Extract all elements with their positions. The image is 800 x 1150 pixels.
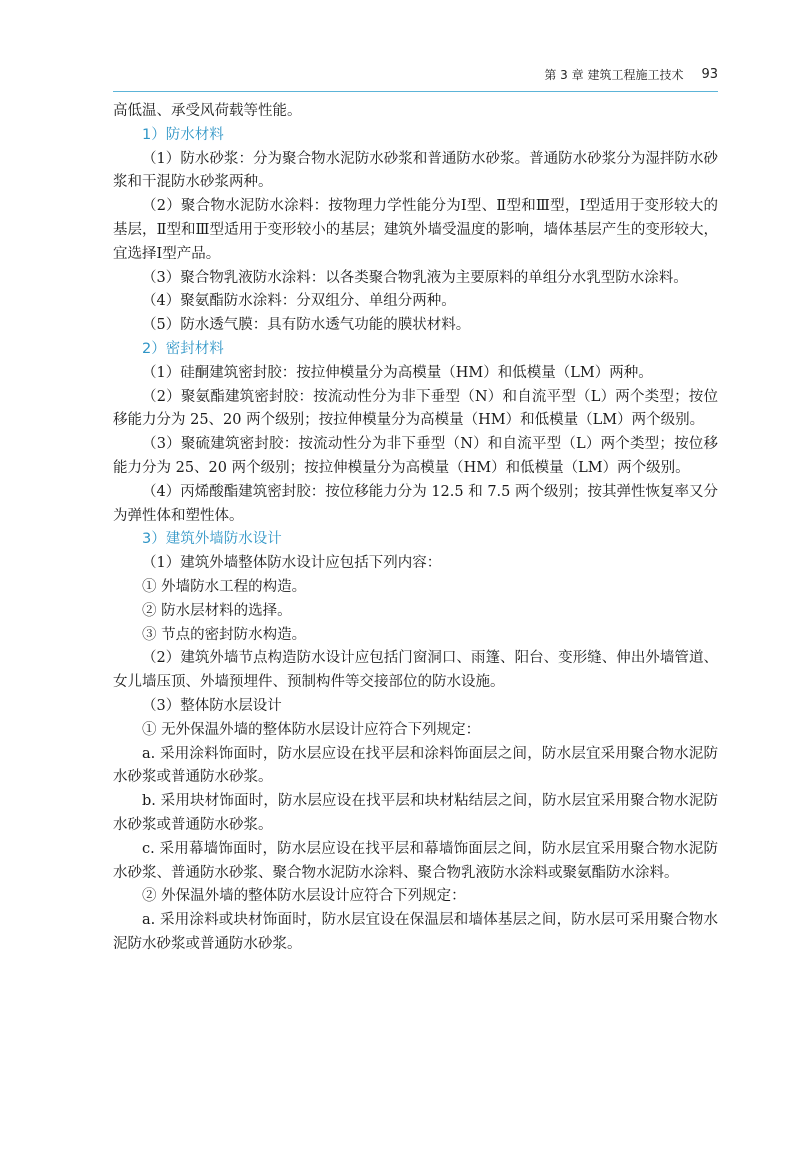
body-paragraph: ① 无外保温外墙的整体防水层设计应符合下列规定： bbox=[142, 721, 481, 738]
body-paragraph: c. 采用幕墙饰面时，防水层应设在找平层和幕墙饰面层之间，防水层宜采用聚合物水泥防水砂浆、普通防水砂浆、聚合物水泥防水涂料、聚合物乳液防水涂料或聚氨酯防水涂料。 bbox=[113, 840, 718, 881]
page-number: 93 bbox=[701, 66, 718, 82]
running-header bbox=[113, 60, 718, 88]
body-paragraph: （1）防水砂浆：分为聚合物水泥防水砂浆和普通防水砂浆。普通防水砂浆分为湿拌防水砂浆和干混防水砂浆两种。 bbox=[113, 150, 718, 191]
body-paragraph: ② 防水层材料的选择。 bbox=[142, 602, 292, 619]
body-paragraph: （3）整体防水层设计 bbox=[142, 697, 282, 714]
section-heading: 2）密封材料 bbox=[142, 340, 224, 357]
body-paragraph: b. 采用块材饰面时，防水层应设在找平层和块材粘结层之间，防水层宜采用聚合物水泥防水砂浆或普通防水砂浆。 bbox=[113, 793, 718, 833]
header-divider bbox=[113, 91, 718, 92]
body-paragraph: （2）聚合物水泥防水涂料：按物理力学性能分为Ⅰ型、Ⅱ型和Ⅲ型，Ⅰ型适用于变形较大的基层，Ⅱ型和Ⅲ型适用于变形较小的基层；建筑外墙受温度的影响，墙体基层产生的变形较大，宜选择Ⅰ型产品。 bbox=[113, 198, 718, 262]
body-paragraph: ③ 节点的密封防水构造。 bbox=[142, 626, 307, 643]
body-paragraph: （4）聚氨酯防水涂料：分双组分、单组分两种。 bbox=[142, 293, 456, 310]
body-paragraph: 高低温、承受风荷载等性能。 bbox=[113, 103, 302, 119]
body-paragraph: a. 采用涂料或块材饰面时，防水层宜设在保温层和墙体基层之间，防水层可采用聚合物水泥防水砂浆或普通防水砂浆。 bbox=[113, 912, 718, 952]
page-body bbox=[113, 100, 718, 957]
body-paragraph: ① 外墙防水工程的构造。 bbox=[142, 578, 307, 595]
body-paragraph: （4）丙烯酸酯建筑密封胶：按位移能力分为 12.5 和 7.5 两个级别；按其弹性恢复率又分为弹性体和塑性体。 bbox=[113, 483, 719, 524]
body-paragraph: （3）聚合物乳液防水涂料：以各类聚合物乳液为主要原料的单组分水乳型防水涂料。 bbox=[142, 269, 688, 286]
section-heading: 3）建筑外墙防水设计 bbox=[142, 531, 282, 548]
chapter-title: 第 3 章 建筑工程施工技术 bbox=[544, 67, 684, 82]
body-paragraph: ② 外保温外墙的整体防水层设计应符合下列规定： bbox=[142, 888, 466, 905]
body-paragraph: （1）硅酮建筑密封胶：按拉伸模量分为高模量（HM）和低模量（LM）两种。 bbox=[142, 364, 653, 381]
body-paragraph: （3）聚硫建筑密封胶：按流动性分为非下垂型（N）和自流平型（L）两个类型；按位移能力分为 25、20 两个级别；按拉伸模量分为高模量（HM）和低模量（LM）两个级别。 bbox=[113, 436, 718, 476]
body-paragraph: （2）聚氨酯建筑密封胶：按流动性分为非下垂型（N）和自流平型（L）两个类型；按位移能力分为 25、20 两个级别；按拉伸模量分为高模量（HM）和低模量（LM）两个级别。 bbox=[113, 388, 718, 429]
body-paragraph: （2）建筑外墙节点构造防水设计应包括门窗洞口、雨篷、阳台、变形缝、伸出外墙管道、女儿墙压顶、外墙预埋件、预制构件等交接部位的防水设施。 bbox=[113, 650, 718, 691]
body-paragraph: （1）建筑外墙整体防水设计应包括下列内容： bbox=[142, 555, 442, 572]
body-paragraph: a. 采用涂料饰面时，防水层应设在找平层和涂料饰面层之间，防水层宜采用聚合物水泥防水砂浆或普通防水砂浆。 bbox=[113, 745, 718, 786]
body-paragraph: （5）防水透气膜：具有防水透气功能的膜状材料。 bbox=[142, 317, 471, 334]
section-heading: 1）防水材料 bbox=[142, 126, 224, 143]
